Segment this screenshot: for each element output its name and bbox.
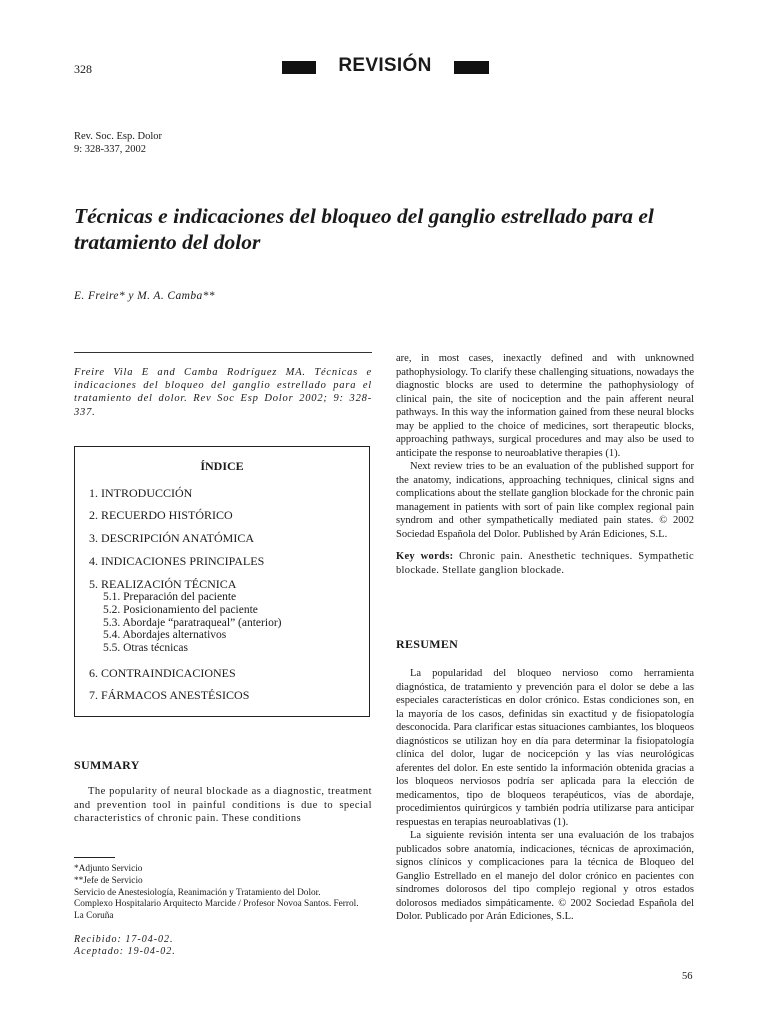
article-dates — [74, 934, 176, 958]
index-subitem: 5.1. Preparación del paciente — [103, 591, 237, 603]
index-item: 3. DESCRIPCIÓN ANATÓMICA — [89, 531, 255, 545]
accepted-date: Aceptado: 19-04-02. — [74, 945, 176, 957]
citation-divider — [74, 352, 372, 353]
footnote: Servicio de Anestesiología, Reanimación y Tratamiento del Dolor. — [74, 887, 321, 898]
index-item: 4. INDICACIONES PRINCIPALES — [89, 554, 265, 568]
footnotes — [74, 864, 374, 923]
footnote: **Jefe de Servicio — [74, 875, 143, 886]
index-item: 2. RECUERDO HISTÓRICO — [89, 508, 233, 522]
index-item: 1. INTRODUCCIÓN — [89, 486, 193, 500]
journal-reference — [74, 130, 162, 156]
footnote: Complexo Hospitalario Arquitecto Marcide / Profesor Novoa Santos. Ferrol. — [74, 899, 359, 910]
footnote: *Adjunto Servicio — [74, 864, 143, 874]
keywords-text: Chronic pain. Anesthetic techniques. Sympathetic blockade. Stellate ganglion blockade. — [396, 551, 694, 576]
index-subitem: 5.3. Abordaje “paratraqueal” (anterior) — [103, 617, 282, 629]
summary-paragraph-continued: are, in most cases, inexactly defined and with unknowned pathophysiology. To clarify these challenging situations, nowadays the diagnostic blocks are used to determine the pathophysiology of clinical pain, the site of nociception and the pain afferent neural pathways. In this way the information gained from these neural blocks may be applied to the choice of medicines, sort therapeutic blocks, approaching pathways, surgical procedures and may also be used to anticipate the response to neuroablative therapies (1). — [396, 353, 694, 459]
article-authors: E. Freire* y M. A. Camba** — [74, 290, 215, 302]
article-citation: Freire Vila E and Camba Rodríguez MA. Técnicas e indicaciones del bloqueo del ganglio estrellado para el tratamiento del dolor. Rev Soc Esp Dolor 2002; 9: 328-337. — [74, 367, 372, 418]
page-number: 328 — [74, 62, 92, 76]
resumen-heading: RESUMEN — [396, 637, 459, 651]
keywords — [396, 550, 694, 577]
index-subitem: 5.4. Abordajes alternativos — [103, 629, 227, 641]
summary-continued — [396, 352, 694, 577]
keywords-label: Key words: — [396, 551, 454, 562]
footer-page-number: 56 — [682, 971, 693, 982]
resumen-paragraph-1: La popularidad del bloqueo nervioso como herramienta diagnóstica, de tratamiento y prevención para el dolor se debe a las especiales características en dolor crónico. Estas condiciones son, en la mayoría de los casos, definidas sin exactitud y de fisiopatología desconocida. Para clarificar estas situaciones cambiantes, los bloqueos diagnósticos se utilizan hoy en día para determinar la fisiopatología clínica del dolor, lugar de nocicepción y las vías neurológicas aferentes del dolor. En este sentido la información obtenida gracias a los bloqueos nerviosos podría ser aplicada para la elección de medicamentos, tipo de bloqueos terapéuticos, vías de abordaje, procedimientos quirúrgicos y también podría utilizarse para anticipar respuestas en terapias neuroablativas (1). — [396, 668, 694, 828]
journal-name: Rev. Soc. Esp. Dolor — [74, 131, 162, 142]
footnote: La Coruña — [74, 911, 114, 922]
index-title: ÍNDICE — [200, 459, 244, 473]
footnote-divider — [74, 857, 115, 858]
index-subitem: 5.5. Otras técnicas — [103, 642, 188, 654]
summary-heading: SUMMARY — [74, 758, 140, 772]
index-subitem: 5.2. Posicionamiento del paciente — [103, 604, 258, 616]
index-box — [74, 446, 370, 717]
section-header: REVISIÓN — [338, 55, 432, 76]
article-title: Técnicas e indicaciones del bloqueo del ganglio estrellado para el tratamiento del dolor — [74, 204, 654, 254]
index-item: 5. REALIZACIÓN TÉCNICA — [89, 577, 237, 591]
summary-paragraph-start: The popularity of neural blockade as a diagnostic, treatment and prevention tool in painful conditions is due to special characteristics of chronic pain. These conditions — [74, 786, 372, 824]
received-date: Recibido: 17-04-02. — [74, 934, 174, 945]
resumen-body — [396, 667, 694, 924]
resumen-paragraph-2: La siguiente revisión intenta ser una evaluación de los trabajos publicados sobre anatomía, indicaciones, técnicas de aproximación, signos clínicos y complicaciones para la técnica de Bloqueo del Ganglio Estrellado en el manejo del dolor crónico en pacientes con síndromes dolorosos del tipo complejo regional y otros estados dolorosos mediados simpáticamente. © 2002 Sociedad Española del Dolor. Publicado por Arán Ediciones, S.L. — [396, 830, 694, 922]
header-bar-right — [454, 61, 489, 74]
index-item: 6. CONTRAINDICACIONES — [89, 666, 236, 680]
index-item: 7. FÁRMACOS ANESTÉSICOS — [89, 688, 250, 702]
header-bar-left — [282, 61, 316, 74]
summary-paragraph-2: Next review tries to be an evaluation of the published support for the anatomy, indications, approaching techniques, clinical signs and complications about the stellate ganglion blockade for the chronic pain management in patients with sort of pain like complex regional pain syndrom and other sympathetically mediated pain states. © 2002 Sociedad Española del Dolor. Published by Arán Ediciones, S.L. — [396, 461, 694, 540]
journal-volume: 9: 328-337, 2002 — [74, 144, 147, 155]
